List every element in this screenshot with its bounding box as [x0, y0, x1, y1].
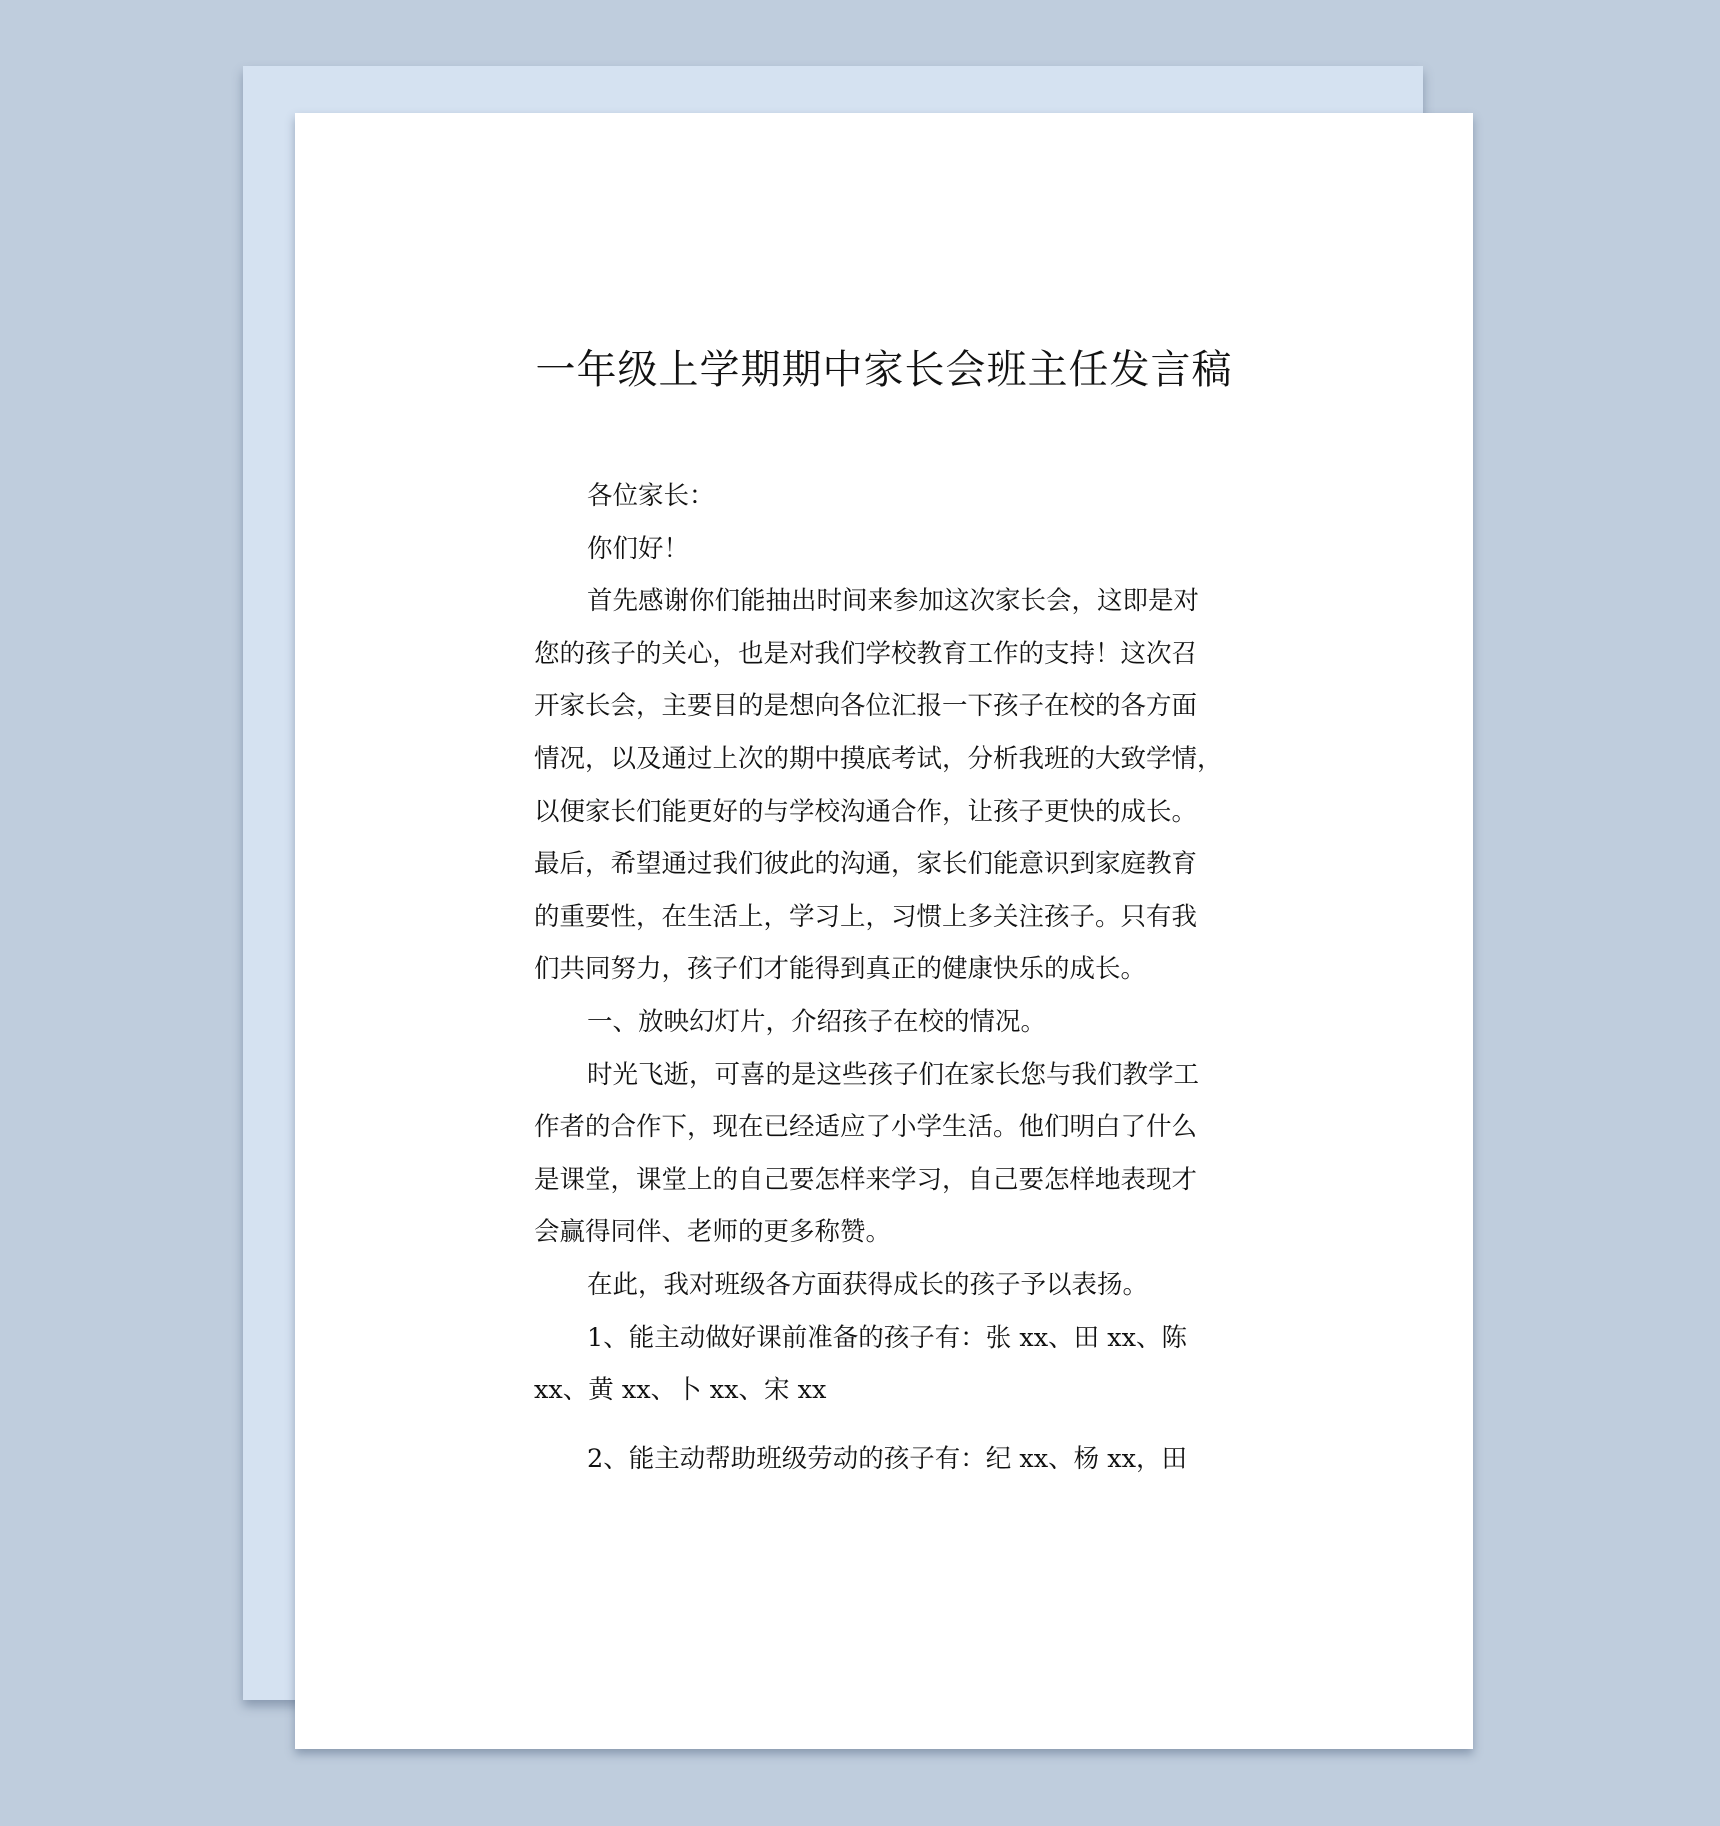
- paragraph-line: 您的孩子的关心，也是对我们学校教育工作的支持！这次召: [534, 638, 1198, 669]
- paragraph-line: 以便家长们能更好的与学校沟通合作，让孩子更快的成长。: [534, 796, 1198, 827]
- paragraph-line: 的重要性，在生活上，学习上，习惯上多关注孩子。只有我: [534, 901, 1198, 932]
- paragraph-line: 时光飞逝，可喜的是这些孩子们在家长您与我们教学工: [587, 1059, 1200, 1090]
- paragraph-line: 在此，我对班级各方面获得成长的孩子予以表扬。: [587, 1269, 1149, 1300]
- paragraph-line: 开家长会，主要目的是想向各位汇报一下孩子在校的各方面: [534, 691, 1198, 722]
- section-heading: 一、放映幻灯片，介绍孩子在校的情况。: [587, 1006, 1047, 1037]
- list-item-line: 2、能主动帮助班级劳动的孩子有：纪 xx、杨 xx，田: [587, 1443, 1187, 1474]
- paragraph-line: 会赢得同伴、老师的更多称赞。: [534, 1217, 892, 1248]
- paragraph-line: 是课堂，课堂上的自己要怎样来学习，自己要怎样地表现才: [534, 1164, 1198, 1195]
- paragraph-line: 最后，希望通过我们彼此的沟通，家长们能意识到家庭教育: [534, 849, 1198, 880]
- paragraph-line: 们共同努力，孩子们才能得到真正的健康快乐的成长。: [534, 954, 1147, 985]
- paragraph-line: 情况，以及通过上次的期中摸底考试，分析我班的大致学情，: [534, 743, 1223, 774]
- document-page: [295, 113, 1473, 1749]
- list-item-line: xx、黄 xx、卜 xx、宋 xx: [534, 1375, 827, 1406]
- document-body: [534, 470, 1254, 1485]
- paragraph-line: 作者的合作下，现在已经适应了小学生活。他们明白了什么: [534, 1112, 1198, 1143]
- salutation-line: 各位家长：: [587, 481, 715, 511]
- list-item-line: 1、能主动做好课前准备的孩子有：张 xx、田 xx、陈: [587, 1322, 1187, 1353]
- greeting-line: 你们好！: [587, 533, 690, 564]
- document-title: 一年级上学期期中家长会班主任发言稿: [535, 347, 1233, 393]
- paragraph-line: 首先感谢你们能抽出时间来参加这次家长会，这即是对: [587, 586, 1200, 617]
